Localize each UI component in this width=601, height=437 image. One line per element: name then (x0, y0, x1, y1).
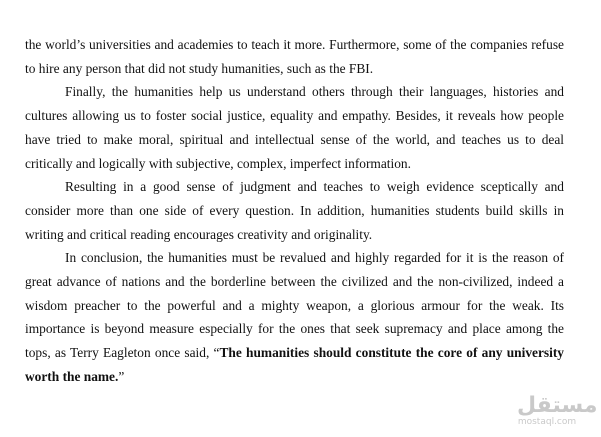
watermark-logo: مستقل (517, 393, 598, 418)
watermark-site: mostaql.com (517, 417, 577, 427)
closing-quote-mark: ” (118, 368, 125, 384)
paragraph-4 (25, 246, 564, 388)
document-body (25, 33, 564, 389)
paragraph-1-text: the world’s universities and academies to teach it more. Furthermore, some of the companies refuse to hire any person that did not study humanities, such as the FBI. (25, 37, 564, 76)
paragraph-3-text: Resulting in a good sense of judgment and teaches to weigh evidence sceptically and consider more than one side of every question. In addition, humanities students build skills in writing and critical reading encourages creativity and originality. (25, 179, 564, 242)
paragraph-2-text: Finally, the humanities help us understand others through their languages, histories and cultures allowing us to foster social justice, equality and empathy. Besides, it reveals how people have tried to make moral, spiritual and intellectual sense of the world, and teaches us to deal critically and logically with subjective, complex, imperfect information. (25, 84, 564, 171)
mostaql-watermark (517, 393, 598, 427)
paragraph-4-text: In conclusion, the humanities must be revalued and highly regarded for it is the reason of great advance of nations and the borderline between the civilized and the non-civilized, indeed a wisdom preacher to the powerful and a mighty weapon, a glorious armour for the weak. Its importance is beyond measure especially for the ones that seek supremacy and place among the tops, as Terry Eagleton once said, “ (25, 250, 564, 361)
paragraph-3 (25, 175, 564, 246)
eagleton-quote: The humanities should constitute the core of any university worth the name. (25, 345, 564, 384)
paragraph-2 (25, 80, 564, 175)
paragraph-1 (25, 33, 564, 80)
